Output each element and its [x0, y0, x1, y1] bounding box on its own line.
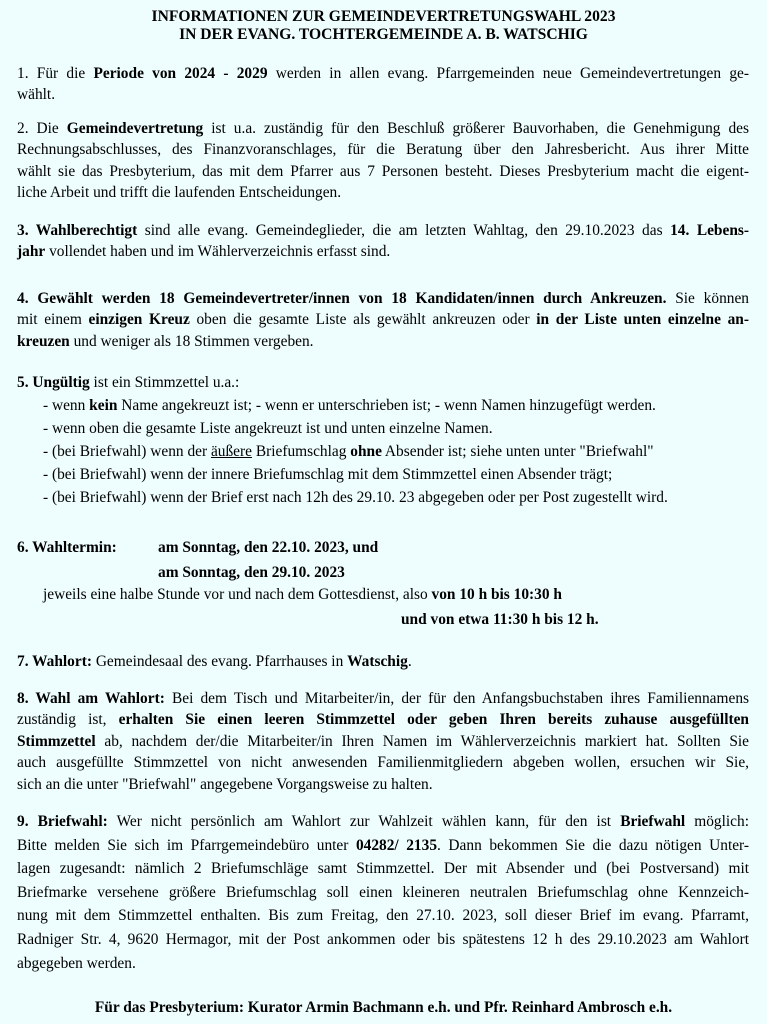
s8-text-c: zuständig ist,: [17, 711, 119, 729]
section-2-line2: Rechnungsabschlusses, des Finanzvoranschlages, für die Beratung über den Jahresbericht. Aus ihrer Mitte: [17, 141, 749, 159]
s6-l3-a: jeweils eine halbe Stunde vor und nach dem Gottesdienst, also: [43, 586, 432, 603]
s4-einzigen-kreuz: einzigen Kreuz: [88, 311, 190, 329]
s4-text-c: mit einem: [17, 311, 89, 329]
section-8-line3: [17, 731, 749, 752]
doc-title-line2: IN DER EVANG. TOCHTERGEMEINDE A. B. WATSCHIG: [179, 26, 588, 43]
section-5-item-1: [43, 398, 656, 413]
section-4-line3: [17, 331, 749, 352]
section-1: [17, 63, 749, 106]
section-3: [17, 220, 749, 263]
section-3-line1: [17, 220, 749, 241]
section-8-line1: [17, 688, 749, 709]
section-4-line1: [17, 288, 749, 309]
s1-text-c: werden in allen evang. Pfarrgemeinden neue Gemeindevertretungen ge-: [267, 65, 749, 82]
s5-i3-ohne: ohne: [350, 443, 382, 460]
s4-text-h: und weniger als 18 Stimmen vergeben.: [69, 332, 314, 350]
s9-text-d: möglich:: [685, 813, 749, 830]
section-9-line7: abgegeben werden.: [17, 954, 136, 972]
s8-text-b: Bei dem Tisch und Mitarbeiter/in, der für den Anfangsbuchstaben ihres Familiennamens: [164, 690, 749, 707]
s5-i3-aeussere: äußere: [210, 443, 252, 460]
s2-gemeindevertretung: Gemeindevertretung: [66, 120, 204, 137]
s5-text-b: ist ein Stimmzettel u.a.:: [89, 374, 240, 391]
footer-text: Für das Presbyterium: Kurator Armin Bachmann e.h. und Pfr. Reinhard Ambrosch e.h.: [94, 999, 673, 1016]
section-9-line5: nung mit dem Stimmzettel enthalten. Bis zum Freitag, den 27.10. 2023, soll dieser Brief im evang. Pfarramt,: [17, 907, 749, 925]
section-6-date-2: [158, 565, 345, 580]
s3-lebensjahr-b: jahr: [17, 243, 46, 261]
s1-text-a: 1. Für die: [17, 65, 94, 82]
s9-text-g: . Dann bekommen Sie die dazu nötigen Unter-: [437, 836, 749, 854]
s3-text-b: sind alle evang. Gemeindeglieder, die am letzten Wahltag, den 29.10.2023 das: [137, 222, 671, 239]
s7-watschig: Watschig: [347, 653, 408, 670]
s5-ungueltig: 5. Ungültig: [17, 374, 90, 391]
s5-i1-a: - wenn: [43, 397, 90, 414]
s5-i3-c: Briefumschlag: [251, 443, 351, 460]
section-9-line1: [17, 810, 749, 834]
section-9-line4: Briefmarke versehene größere Briefumschlag soll einen kleineren neutralen Briefumschlag ohne Kennzeich-: [17, 883, 749, 901]
section-5-item-5: - (bei Briefwahl) wenn der Brief erst nach 12h des 29.10. 23 abgegeben oder per Post zugestellt wird.: [43, 489, 668, 506]
section-2: [17, 118, 749, 204]
section-9-line2: [17, 834, 749, 858]
section-4: [17, 288, 749, 352]
section-8-line5: sich an die unter "Briefwahl" angegebene Vorgangsweise zu halten.: [17, 775, 433, 793]
s6-time-1: von 10 h bis 10:30 h: [431, 586, 562, 603]
section-4-line2: [17, 309, 749, 330]
section-3-line2: [17, 241, 749, 262]
s4-einzelne-an: in der Liste unten einzelne an-: [536, 311, 749, 329]
s5-i1-c: Name angekreuzt ist; - wenn er unterschrieben ist; - wenn Namen hinzugefügt werden.: [117, 397, 656, 414]
footer-signature: [0, 1000, 767, 1015]
section-1-line2: wählt.: [17, 86, 56, 104]
section-1-line1: [17, 63, 749, 84]
s4-heading: 4. Gewählt werden 18 Gemeindevertreter/innen von 18 Kandidaten/innen durch Ankreuzen.: [17, 290, 667, 307]
section-5-item-4: - (bei Briefwahl) wenn der innere Briefumschlag mit dem Stimmzettel einen Absender trägt;: [43, 466, 613, 483]
section-5-item-2: - wenn oben die gesamte Liste angekreuzt ist und unten einzelne Namen.: [43, 420, 493, 437]
s4-text-e: oben die gesamte Liste als gewählt ankreuzen oder: [189, 311, 537, 329]
section-6-date-1: [158, 540, 378, 555]
section-5-item-3: [43, 444, 654, 459]
s8-wahl-am-wahlort: 8. Wahl am Wahlort:: [17, 690, 165, 707]
s3-text-e: vollendet haben und im Wählerverzeichnis erfasst sind.: [45, 243, 391, 261]
s6-date-2-text: am Sonntag, den 29.10. 2023: [158, 564, 345, 581]
section-6-line4: [401, 612, 599, 627]
section-7: [17, 654, 412, 669]
s7-wahlort: 7. Wahlort:: [17, 653, 92, 670]
section-2-line3: wählt sie das Presbyterium, das mit dem Pfarrer aus 7 Personen besteht. Dieses Presbyterium macht die eigent-: [17, 162, 749, 180]
s3-lebensjahr-a: 14. Lebens-: [670, 222, 750, 239]
section-9-line3: lagen zugesandt: nämlich 2 Briefumschläge samt Stimmzettel. Der mit Absender und (bei Postversand) mit: [17, 860, 749, 878]
s3-wahlberechtigt: 3. Wahlberechtigt: [17, 222, 138, 239]
s7-text-d: .: [407, 653, 412, 670]
s5-i3-a: - (bei Briefwahl) wenn der: [43, 443, 211, 460]
s2-text-a: 2. Die: [17, 120, 67, 137]
section-2-line4: liche Arbeit und trifft die laufenden Entscheidungen.: [17, 184, 342, 202]
section-8-line2: [17, 709, 749, 730]
section-6-label: [17, 540, 117, 555]
section-9: [17, 810, 749, 975]
s5-i3-e: Absender ist; siehe unten unter "Briefwahl": [381, 443, 654, 460]
s8-bold-d: erhalten Sie einen leeren Stimmzettel oder geben Ihren bereits zuhause ausgefüllten: [118, 711, 749, 729]
s6-date-1-text: am Sonntag, den 22.10. 2023, und: [158, 539, 379, 556]
doc-title-line1: INFORMATIONEN ZUR GEMEINDEVERTRETUNGSWAHL 2023: [151, 8, 616, 25]
s4-kreuzen: kreuzen: [17, 332, 70, 350]
s8-stimmzettel: Stimmzettel: [17, 732, 96, 750]
section-6-line3: [43, 587, 562, 602]
section-8: [17, 688, 749, 795]
s8-text-f: ab, nachdem der/die Mitarbeiter/in Ihren Namen im Wählerverzeichnis markiert hat. Sollten Sie: [95, 732, 749, 750]
s9-briefwahl: Briefwahl: [620, 813, 686, 830]
s1-period: Periode von 2024 - 2029: [93, 65, 268, 82]
s9-phone: 04282/ 2135: [355, 836, 438, 854]
s9-briefwahl-label: 9. Briefwahl:: [17, 813, 108, 830]
section-8-line4: auch ausgefüllte Stimmzettel von nicht anwesenden Familienmitgliedern abgeben wollen, ersuchen wir Sie,: [17, 754, 749, 772]
section-5-heading: [17, 375, 239, 390]
s6-time-2: und von etwa 11:30 h bis 12 h.: [401, 611, 599, 628]
s9-text-e: Bitte melden Sie sich im Pfarrgemeindebüro unter: [17, 836, 356, 854]
section-2-line1: [17, 118, 749, 139]
s2-text-c: ist u.a. zuständig für den Beschluß größerer Bauvorhaben, die Genehmigung des: [203, 120, 749, 137]
s5-i1-kein: kein: [89, 397, 118, 414]
s7-text-b: Gemeindesaal des evang. Pfarrhauses in: [91, 653, 348, 670]
s9-text-b: Wer nicht persönlich am Wahlort zur Wahlzeit wählen kann, für den ist: [107, 813, 621, 830]
s4-text-b: Sie können: [666, 290, 749, 307]
s6-wahltermin: 6. Wahltermin:: [17, 539, 117, 556]
section-9-line6: Radniger Str. 4, 9620 Hermagor, mit der Post ankommen oder bis spätestens 12 h des 29.10.2023 am Wahlort: [17, 930, 749, 948]
